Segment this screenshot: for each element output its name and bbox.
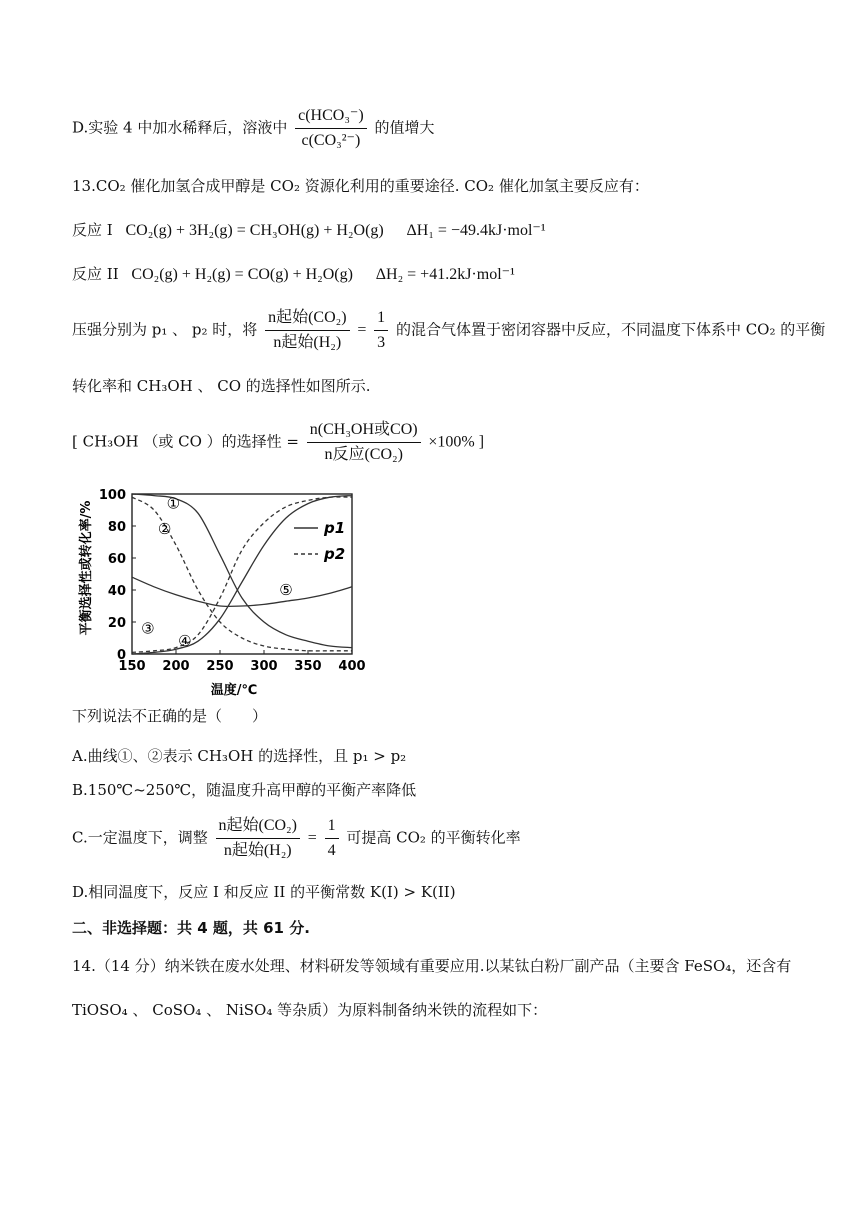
legend-label-p1: p1 [324, 519, 346, 537]
fraction-denominator: n起始(H₂) [223, 842, 292, 859]
conditions-suffix: 的混合气体置于密闭容器中反应，不同温度下体系中 CO₂ 的平衡 [395, 320, 826, 339]
prev-option-d [72, 106, 434, 151]
reaction-1 [72, 220, 546, 241]
fraction-numerator: 1 [374, 308, 388, 331]
q13-intro: 13.CO₂ 催化加氢合成甲醇是 CO₂ 资源化利用的重要途径. CO₂ 催化加氢主要反应有： [72, 177, 649, 195]
fraction-numerator: n起始(CO₂) [265, 308, 349, 331]
x-tick-label: 250 [206, 659, 234, 674]
curve-number-label: ④ [178, 632, 192, 651]
curve-number-label: ③ [141, 619, 155, 638]
option-d: D.相同温度下，反应 I 和反应 II 的平衡常数 K(I) > K(II) [72, 883, 456, 901]
selectivity-definition [72, 420, 484, 465]
x-tick-label: 350 [294, 659, 322, 674]
fraction-numerator: n起始(CO₂) [216, 816, 300, 839]
chart-legend [294, 519, 345, 563]
x-tick-label: 200 [162, 659, 190, 674]
fraction-denominator: 4 [327, 842, 336, 859]
option-c [72, 816, 521, 861]
option-c-fraction [216, 816, 300, 861]
option-c-suffix: 可提高 CO₂ 的平衡转化率 [346, 828, 521, 847]
conditions-line-2: 转化率和 CH₃OH 、 CO 的选择性如图所示. [72, 377, 371, 395]
reaction-2-equation: CO₂(g) + H₂(g) = CO(g) + H₂O(g) [131, 266, 353, 283]
fraction-denominator: c(CO₃²⁻) [301, 132, 361, 149]
equals-sign: = [307, 829, 317, 847]
option-b: B.150℃~250℃，随温度升高甲醇的平衡产率降低 [72, 781, 417, 799]
x-tick-label: 400 [338, 659, 366, 674]
reaction-2-enthalpy: ΔH₂ = +41.2kJ·mol⁻¹ [375, 266, 515, 283]
conditions-prefix: 压强分别为 p₁ 、 p₂ 时，将 [72, 320, 258, 339]
equals-sign: = [357, 321, 367, 339]
selectivity-prefix: [ CH₃OH （或 CO ）的选择性 = [72, 432, 299, 451]
curve-① [132, 494, 352, 651]
one-fourth-fraction [325, 816, 339, 861]
y-tick-label: 100 [98, 488, 126, 503]
reaction-2 [72, 264, 515, 285]
prev-option-d-prefix: D.实验 4 中加水稀释后，溶液中 [72, 118, 288, 137]
x-axis-label: 温度/℃ [210, 683, 258, 698]
q14-line-1: 14.（14 分）纳米铁在废水处理、材料研发等领域有重要应用.以某钛白粉厂副产品（主要含 FeSO₄，还含有 [72, 957, 792, 975]
reaction-1-enthalpy: ΔH₁ = −49.4kJ·mol⁻¹ [406, 222, 546, 239]
hco3-co3-fraction [295, 106, 367, 151]
y-tick-label: 20 [107, 616, 126, 631]
option-a: A.曲线①、②表示 CH₃OH 的选择性，且 p₁ > p₂ [72, 747, 407, 765]
reaction-1-equation: CO₂(g) + 3H₂(g) = CH₃OH(g) + H₂O(g) [125, 222, 384, 239]
x-tick-label: 150 [118, 659, 146, 674]
conditions-line [72, 308, 825, 353]
fraction-denominator: n反应(CO₂) [324, 446, 403, 463]
one-third-fraction [374, 308, 388, 353]
reaction-2-label: 反应 II [72, 265, 119, 283]
section-2-heading: 二、非选择题：共 4 题，共 61 分. [72, 919, 310, 937]
selectivity-suffix: ×100% ] [428, 433, 485, 451]
initial-ratio-fraction [265, 308, 349, 353]
chart-svg [72, 484, 372, 700]
option-c-prefix: C.一定温度下，调整 [72, 828, 208, 847]
fraction-denominator: n起始(H₂) [273, 334, 342, 351]
y-tick-label: 0 [116, 648, 126, 663]
fraction-denominator: 3 [377, 334, 386, 351]
chart-curves [132, 494, 352, 654]
y-axis-label: 平衡选择性或转化率/% [79, 500, 94, 636]
q14-line-2: TiOSO₄ 、 CoSO₄ 、 NiSO₄ 等杂质）为原料制备纳米铁的流程如下： [72, 1001, 548, 1019]
chart-axes [132, 494, 352, 654]
y-tick-label: 80 [107, 520, 126, 535]
prev-option-d-suffix: 的值增大 [374, 118, 435, 137]
reaction-1-label: 反应 I [72, 221, 113, 239]
curve-number-label: ⑤ [279, 581, 293, 599]
y-tick-label: 60 [107, 552, 126, 567]
selectivity-conversion-chart [72, 484, 372, 700]
plot-frame [132, 494, 352, 654]
curve-number-label: ② [157, 520, 172, 539]
legend-label-p2: p2 [324, 545, 346, 563]
fraction-numerator: 1 [325, 816, 339, 839]
question-prompt: 下列说法不正确的是（ ） [72, 707, 268, 725]
curve-number-label: ① [166, 494, 181, 513]
fraction-numerator: c(HCO₃⁻) [295, 106, 367, 129]
selectivity-fraction [307, 420, 421, 465]
fraction-numerator: n(CH₃OH或CO) [307, 420, 421, 443]
x-tick-label: 300 [250, 659, 278, 674]
y-tick-label: 40 [107, 584, 126, 599]
